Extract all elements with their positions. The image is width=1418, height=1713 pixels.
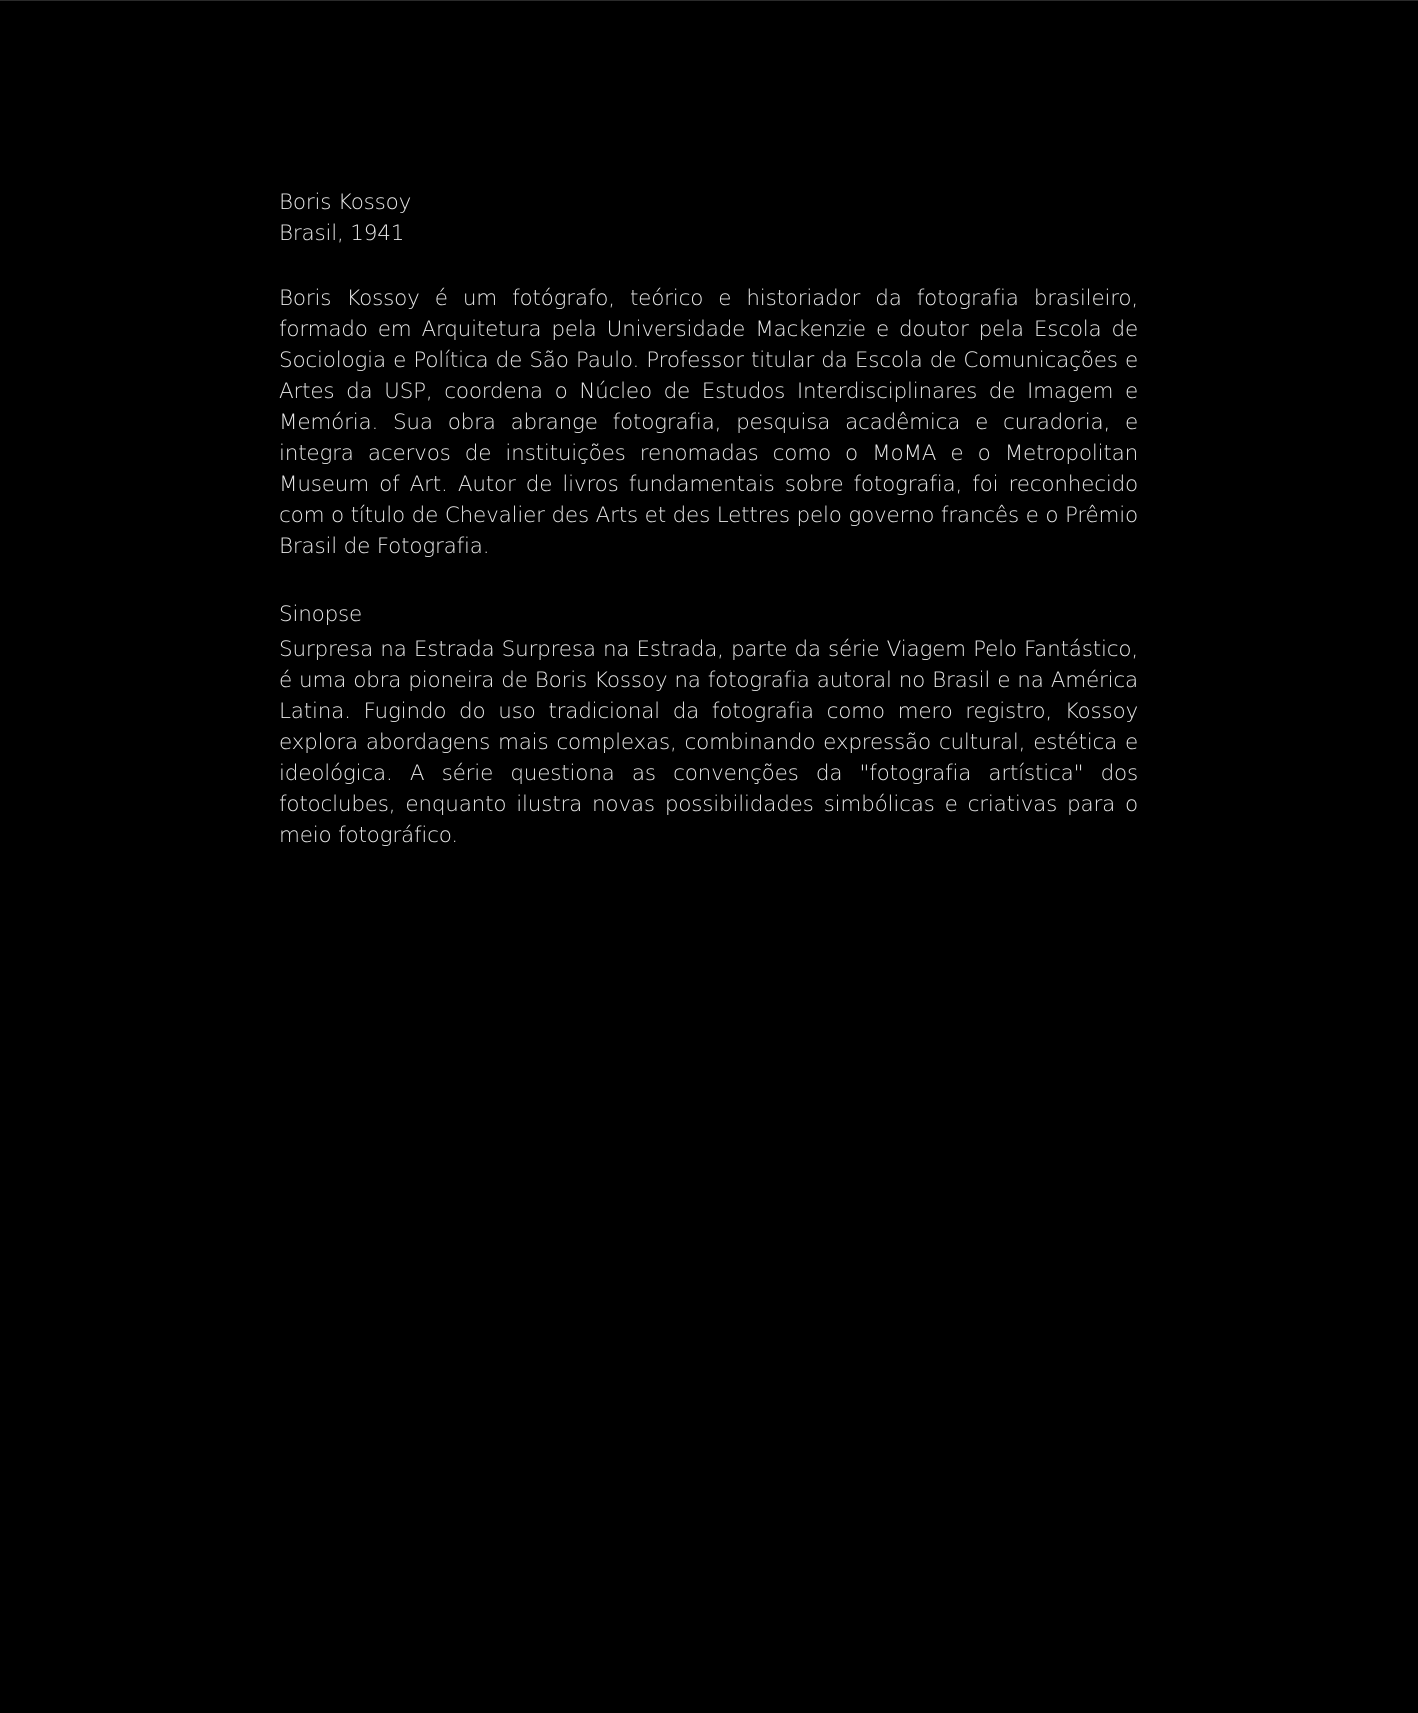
artist-origin: Brasil, 1941 bbox=[279, 221, 405, 246]
synopsis-title: Sinopse bbox=[279, 602, 363, 627]
synopsis-text: Surpresa na Estrada Surpresa na Estrada, parte da série Viagem Pelo Fantástico, é uma obra pioneira de Boris Kossoy na fotografia autoral no Brasil e na América Latina. Fugindo do uso tradicional da fotografia como mero registro, Kossoy explora abordagens mais complexas, combinando expressão cultural, estética e ideológica. A série questiona as convenções da "fotografia artística" dos fotoclubes, enquanto ilustra novas possibilidades simbólicas e criativas para o meio fotográfico. bbox=[279, 637, 1138, 848]
artist-name: Boris Kossoy bbox=[279, 190, 412, 215]
artist-bio: Boris Kossoy é um fotógrafo, teórico e historiador da fotografia brasileiro, formado em Arquitetura pela Universidade Mackenzie e doutor pela Escola de Sociologia e Política de São Paulo. Professor titular da Escola de Comunicações e Artes da USP, coordena o Núcleo de Estudos Interdisciplinares de Imagem e Memória. Sua obra abrange fotografia, pesquisa acadêmica e curadoria, e integra acervos de instituições renomadas como o MoMA e o Metropolitan Museum of Art. Autor de livros fundamentais sobre fotografia, foi reconhecido com o título de Chevalier des Arts et des Lettres pelo governo francês e o Prêmio Brasil de Fotografia. bbox=[279, 286, 1138, 559]
artist-text-block bbox=[279, 187, 1138, 851]
